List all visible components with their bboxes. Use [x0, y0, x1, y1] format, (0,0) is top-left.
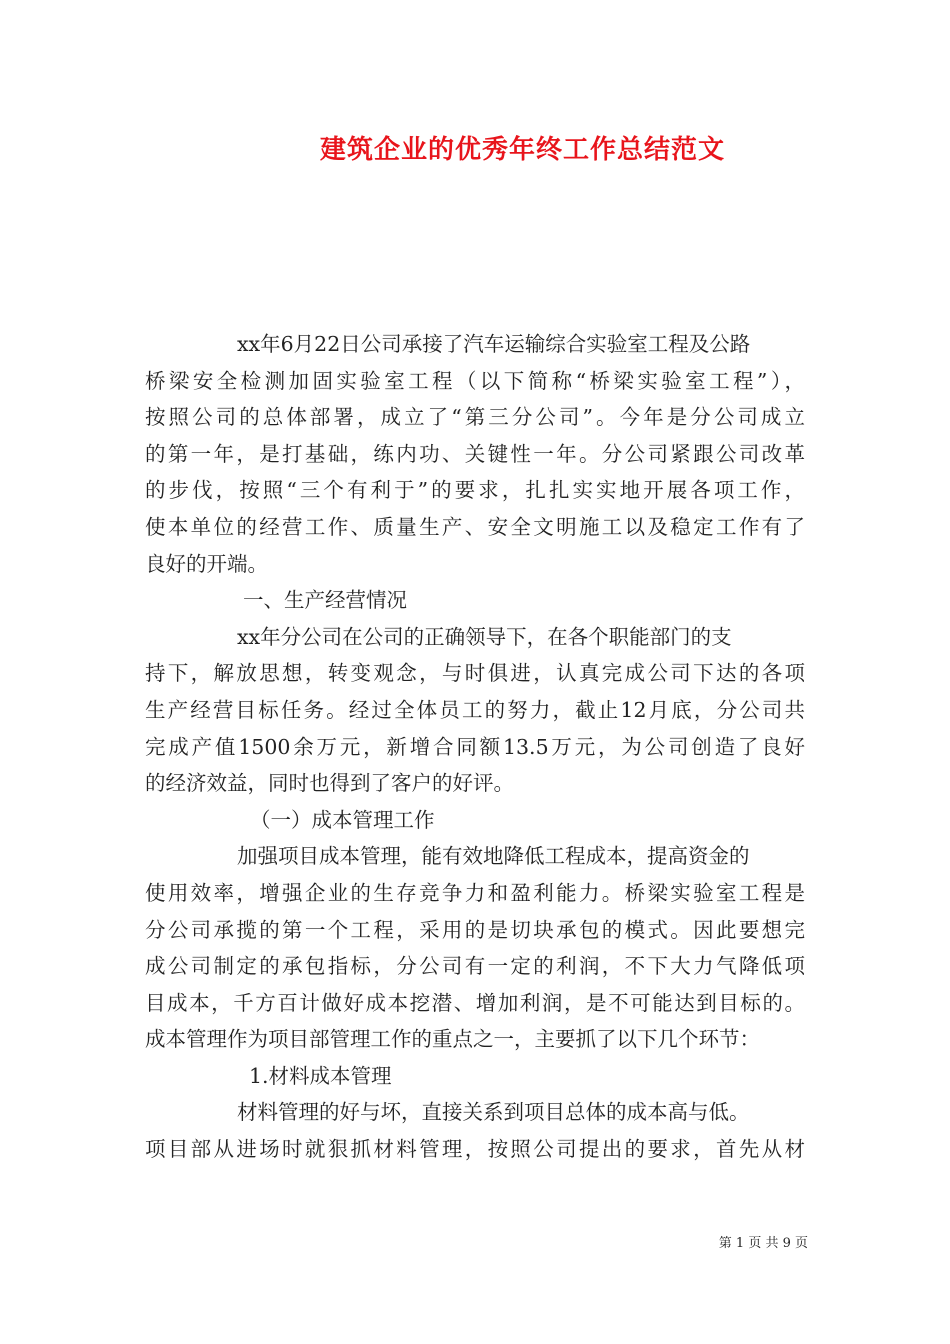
text-line: 成本管理作为项目部管理工作的重点之一，主要抓了以下几个环节：: [145, 1027, 760, 1052]
text-line: 的步伐，按照“三个有利于”的要求，扎扎实实地开展各项工作，: [145, 478, 805, 503]
text-line: 使本单位的经营工作、质量生产、安全文明施工以及稳定工作有了: [145, 514, 805, 539]
page-number: 第 1 页 共 9 页: [718, 1236, 808, 1251]
text-line: xx年分公司在公司的正确领导下，在各个职能部门的支: [237, 624, 732, 649]
text-line: 目成本，千方百计做好成本挖潜、增加利润，是不可能达到目标的。: [145, 990, 805, 1015]
numbered-heading: 1.材料成本管理: [249, 1063, 392, 1088]
text-line: 成公司制定的承包指标，分公司有一定的利润，不下大力气降低项: [145, 954, 805, 979]
text-line: 的第一年，是打基础，练内功、关键性一年。分公司紧跟公司改革: [145, 441, 805, 466]
subsection-heading: （一）成本管理工作: [250, 807, 435, 832]
text-line: 持下，解放思想，转变观念，与时俱进，认真完成公司下达的各项: [145, 661, 805, 686]
section-heading: 一、生产经营情况: [243, 588, 407, 613]
text-line: 加强项目成本管理，能有效地降低工程成本，提高资金的: [237, 844, 750, 869]
text-line: xx年6月22日公司承接了汽车运输综合实验室工程及公路: [237, 332, 751, 356]
text-line: 分公司承揽的第一个工程，采用的是切块承包的模式。因此要想完: [145, 917, 805, 942]
document-title: 建筑企业的优秀年终工作总结范文: [319, 135, 725, 165]
text-line: 生产经营目标任务。经过全体员工的努力，截止12月底，分公司共: [145, 697, 805, 722]
text-line: 按照公司的总体部署，成立了“第三分公司”。今年是分公司成立: [145, 405, 805, 430]
text-line: 使用效率，增强企业的生存竞争力和盈利能力。桥梁实验室工程是: [145, 880, 805, 905]
text-line: 的经济效益，同时也得到了客户的好评。: [145, 771, 514, 796]
text-line: 项目部从进场时就狠抓材料管理，按照公司提出的要求，首先从材: [145, 1137, 805, 1162]
document-body: [145, 326, 805, 1168]
text-line: 完成产值1500余万元，新增合同额13.5万元，为公司创造了良好: [145, 734, 805, 759]
text-line: 材料管理的好与坏，直接关系到项目总体的成本高与低。: [237, 1100, 750, 1125]
text-line: 桥梁安全检测加固实验室工程（以下简称“桥梁实验室工程”），: [145, 368, 805, 393]
text-line: 良好的开端。: [145, 551, 268, 576]
